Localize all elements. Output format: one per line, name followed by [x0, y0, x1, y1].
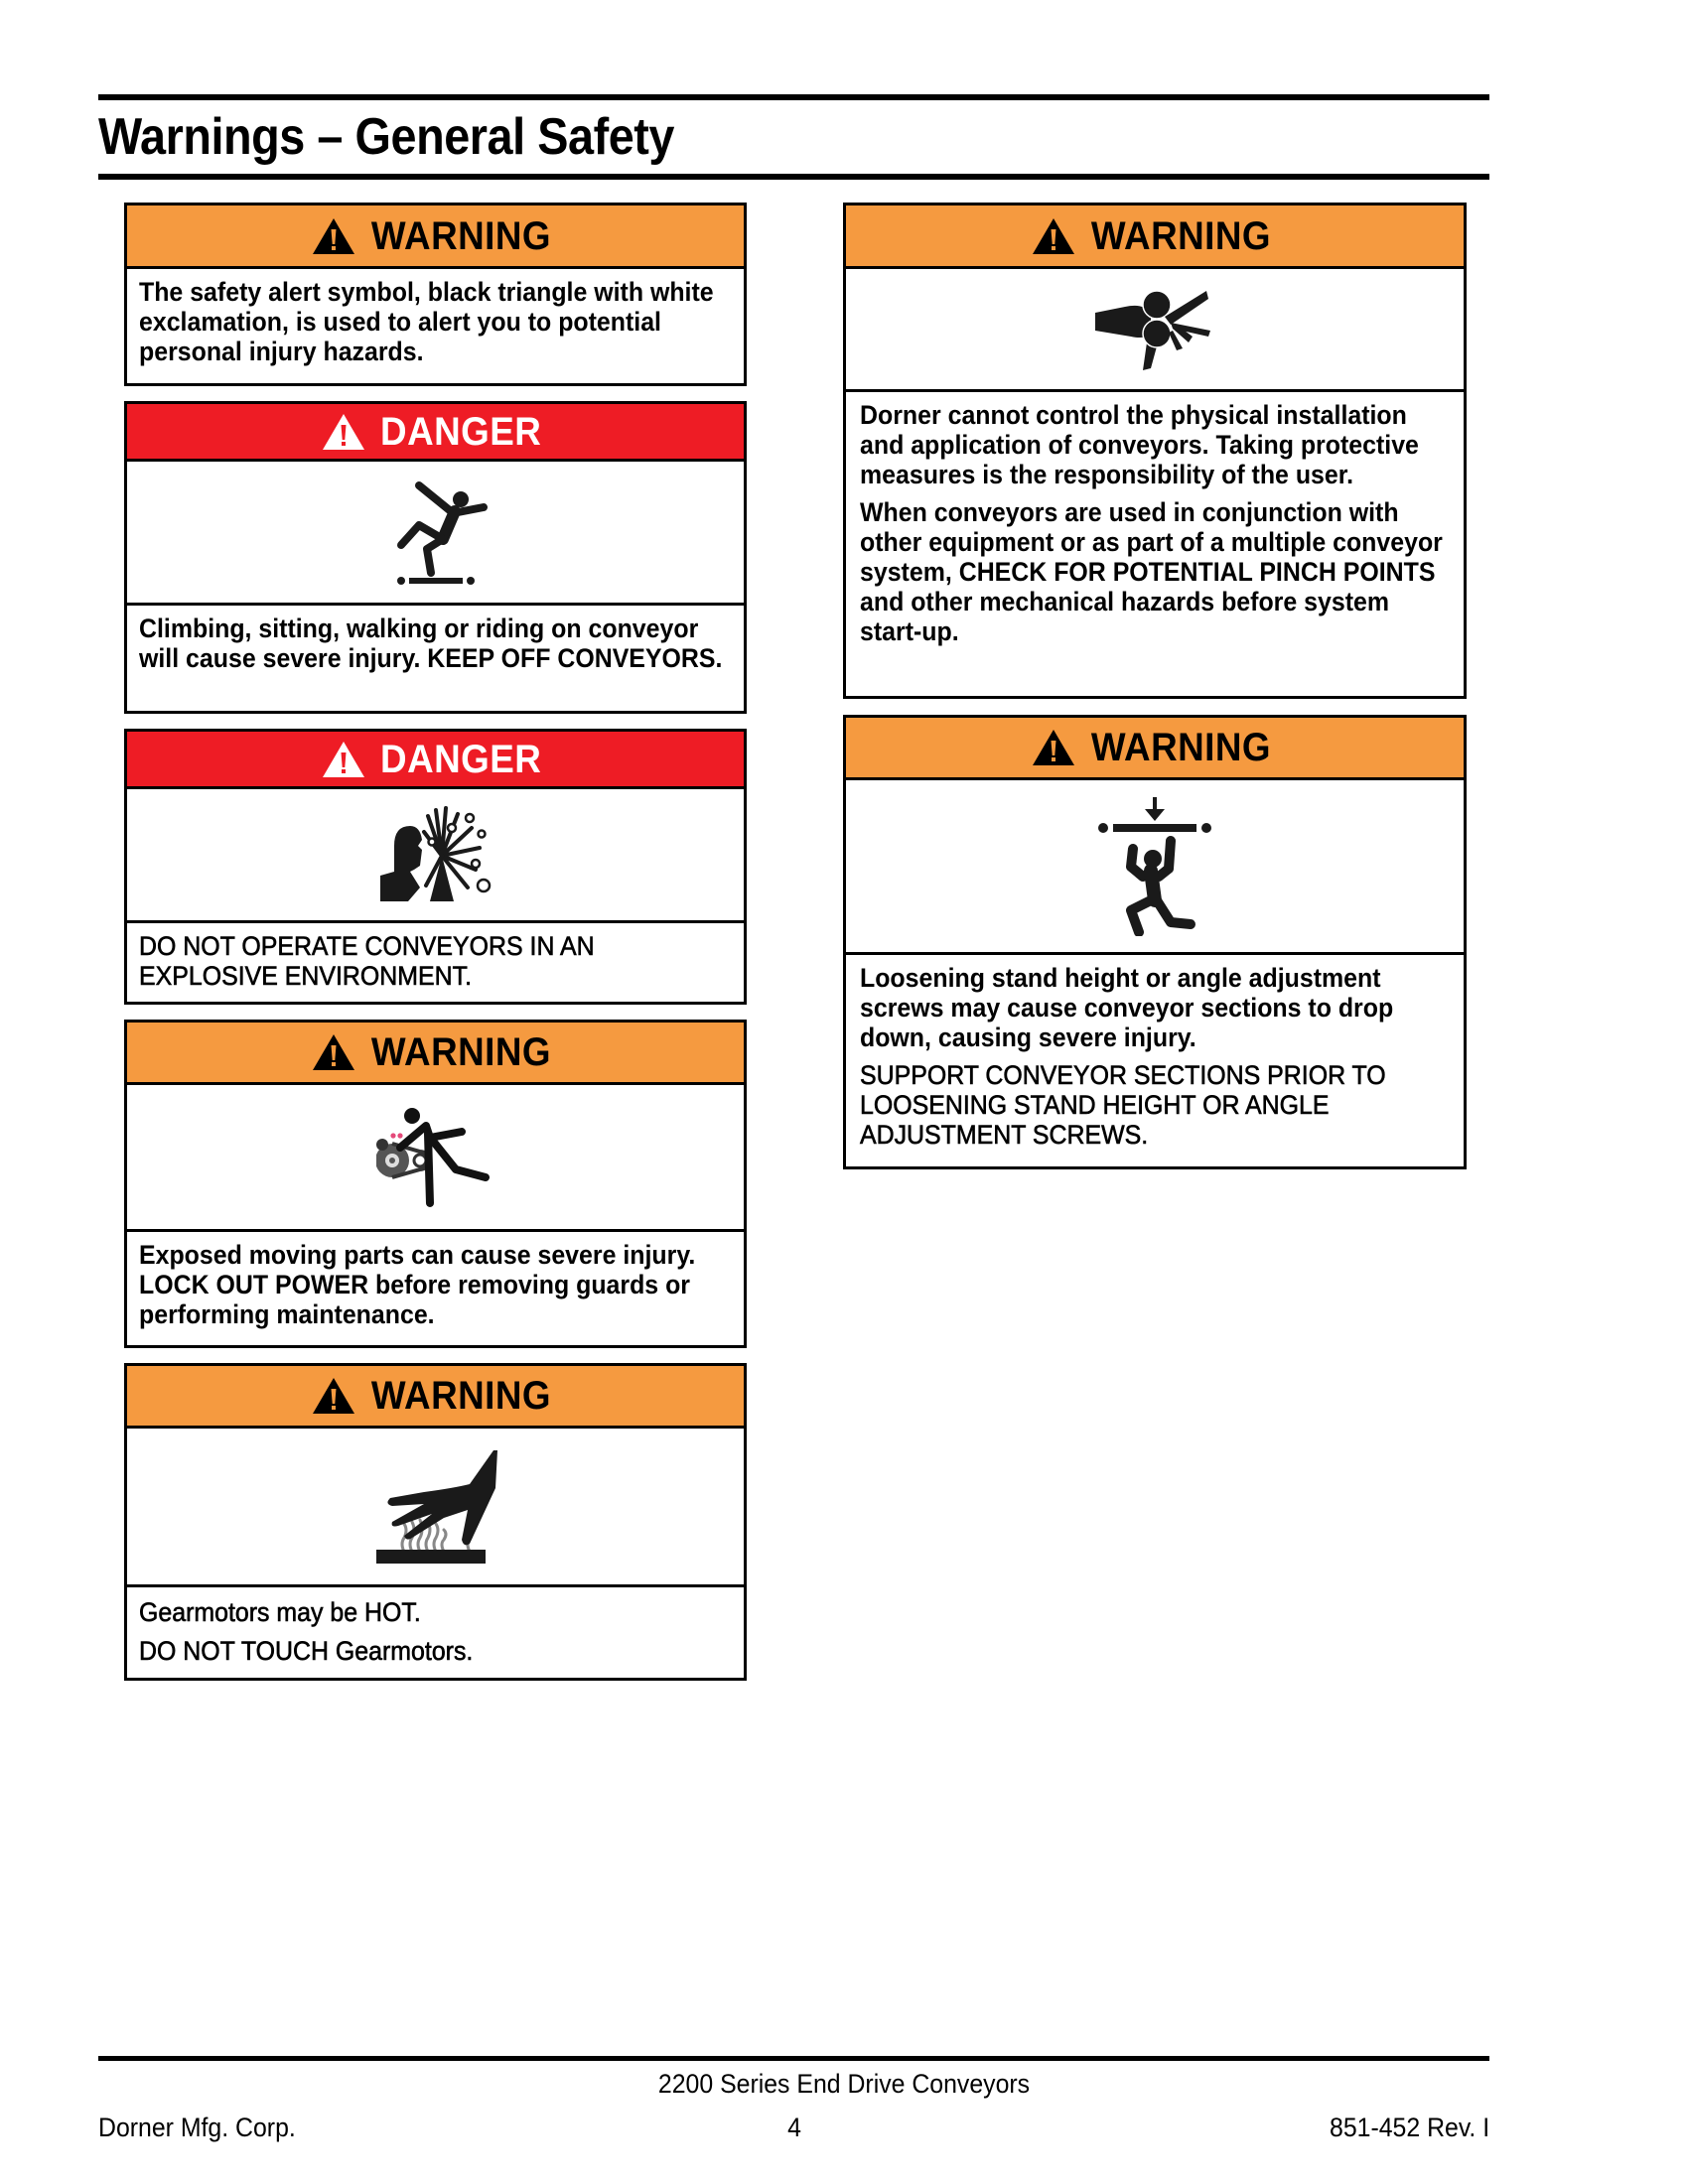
hot-surface-hand-icon	[374, 1448, 497, 1566]
message-paragraph: Climbing, sitting, walking or riding on conveyor will cause severe injury. KEEP OFF CONVEYORS.	[139, 614, 723, 673]
message-paragraph: DO NOT OPERATE CONVEYORS IN AN EXPLOSIVE ENVIRONMENT.	[139, 931, 595, 991]
message-paragraph: Gearmotors may be HOT.	[139, 1597, 421, 1627]
pinch-point-rollers-icon	[1095, 287, 1214, 372]
safety-alert-triangle-icon	[1032, 217, 1075, 255]
warning-header	[846, 718, 1464, 780]
pictogram-area	[127, 462, 744, 606]
warning-label-pinch-points	[843, 203, 1467, 699]
safety-alert-triangle-icon	[1032, 729, 1075, 766]
warning-label-safety-alert	[124, 203, 747, 386]
label-message	[127, 1587, 744, 1678]
footer-page-number: 4	[787, 2113, 801, 2142]
falling-load-person-icon	[1095, 797, 1214, 936]
warning-label-moving-parts	[124, 1020, 747, 1348]
message-paragraph: SUPPORT CONVEYOR SECTIONS PRIOR TO LOOSENING STAND HEIGHT OR ANGLE ADJUSTMENT SCREWS.	[860, 1060, 1386, 1150]
label-message	[127, 606, 744, 711]
message-paragraph: Exposed moving parts can cause severe injury. LOCK OUT POWER before removing guards or performing maintenance.	[139, 1240, 696, 1329]
severity-word: WARNING	[370, 1030, 552, 1074]
warning-label-hot-gearmotors	[124, 1363, 747, 1681]
title-bottom-rule	[98, 174, 1489, 180]
severity-word: DANGER	[380, 409, 542, 454]
danger-header	[127, 732, 744, 789]
title-top-rule	[98, 94, 1489, 100]
label-message	[127, 1232, 744, 1345]
severity-word: WARNING	[1090, 726, 1271, 769]
severity-word: WARNING	[370, 1374, 552, 1418]
severity-word: WARNING	[1090, 213, 1271, 258]
label-message	[846, 955, 1464, 1166]
footer-rule	[98, 2056, 1489, 2061]
footer-company: Dorner Mfg. Corp.	[98, 2113, 296, 2142]
pictogram-area	[846, 269, 1464, 392]
label-message	[127, 269, 744, 383]
warning-header	[127, 1366, 744, 1429]
message-paragraph: DO NOT TOUCH Gearmotors.	[139, 1636, 474, 1666]
message-paragraph: The safety alert symbol, black triangle with white exclamation, is used to alert you to potential personal injury hazards.	[139, 277, 714, 366]
warning-header	[127, 205, 744, 269]
warning-label-stand-adjustment	[843, 715, 1467, 1169]
pictogram-area	[846, 780, 1464, 955]
explosion-icon	[380, 806, 492, 903]
safety-alert-triangle-icon	[312, 217, 355, 255]
moving-parts-entanglement-icon	[376, 1108, 495, 1207]
falling-person-icon	[381, 478, 491, 587]
footer-doc-number: 851-452 Rev. I	[1329, 2113, 1489, 2142]
footer-document-title: 2200 Series End Drive Conveyors	[657, 2069, 1031, 2099]
warning-header	[846, 205, 1464, 269]
safety-alert-triangle-icon	[322, 413, 365, 451]
message-paragraph: When conveyors are used in conjunction with other equipment or as part of a multiple conveyor system, CHECK FOR POTENTIAL PINCH POINTS and other mechanical hazards before system start-up.	[860, 497, 1443, 646]
safety-alert-triangle-icon	[322, 741, 365, 778]
safety-alert-triangle-icon	[312, 1033, 355, 1071]
label-message	[846, 392, 1464, 696]
danger-label-keep-off	[124, 401, 747, 714]
pictogram-area	[127, 1429, 744, 1587]
danger-header	[127, 404, 744, 462]
danger-label-explosive	[124, 729, 747, 1005]
pictogram-area	[127, 1085, 744, 1232]
warning-header	[127, 1023, 744, 1085]
severity-word: WARNING	[370, 213, 552, 258]
pictogram-area	[127, 789, 744, 923]
label-message	[127, 923, 744, 1002]
safety-alert-triangle-icon	[312, 1377, 355, 1415]
page-title: Warnings – General Safety	[98, 108, 675, 166]
message-paragraph: Dorner cannot control the physical installation and application of conveyors. Taking protective measures is the responsibility of the user.	[860, 400, 1419, 489]
message-paragraph: Loosening stand height or angle adjustment screws may cause conveyor sections to drop down, causing severe injury.	[860, 963, 1394, 1052]
severity-word: DANGER	[380, 737, 542, 781]
